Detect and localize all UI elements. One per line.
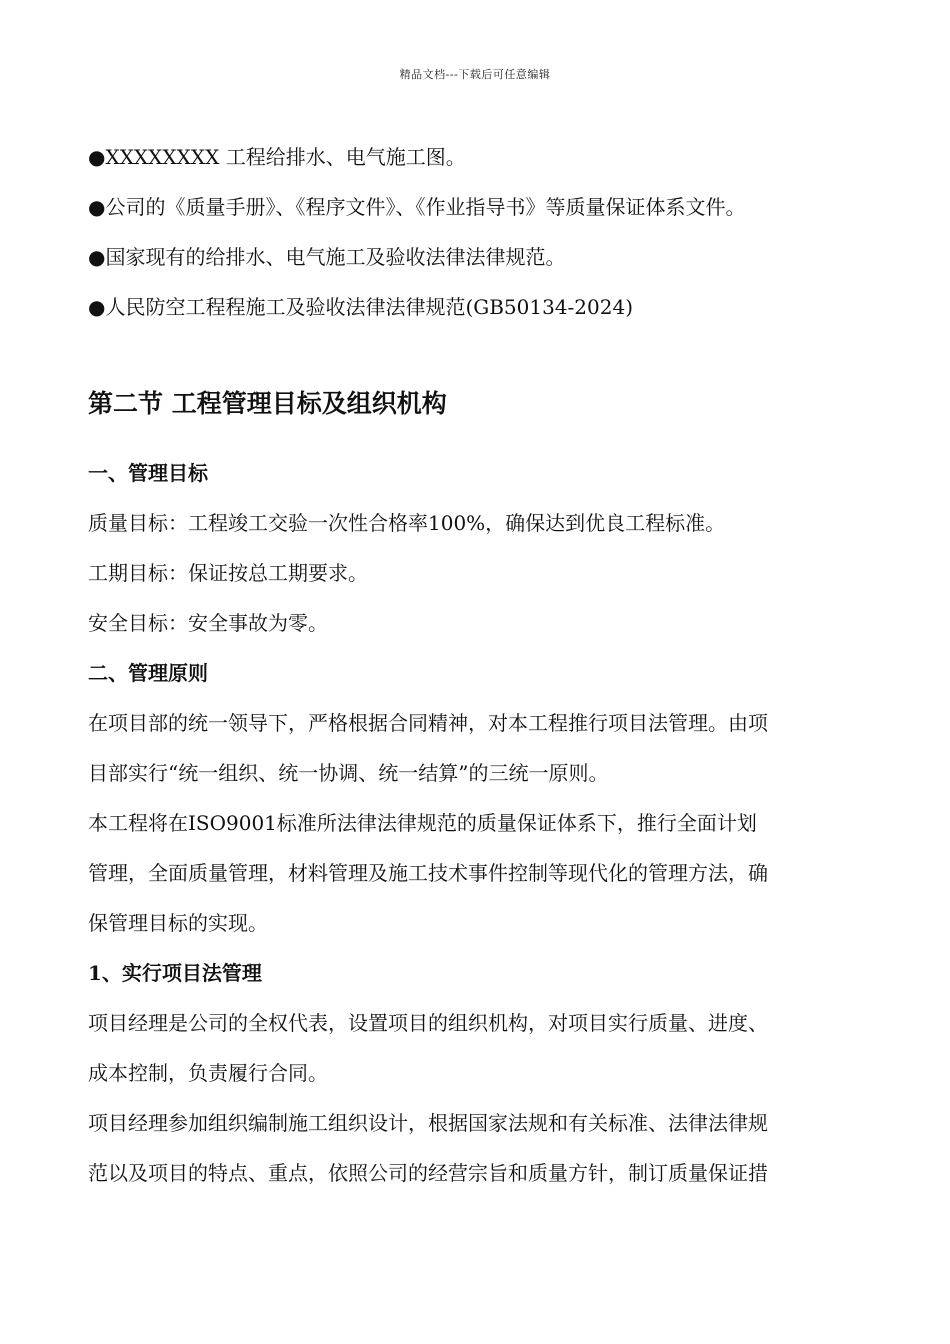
principles-paragraph-1-line-2: 目部实行“统一组织、统一协调、统一结算”的三统一原则。 — [88, 761, 609, 785]
project-law-paragraph-1-line-1: 项目经理是公司的全权代表，设置项目的组织机构，对项目实行质量、进度、 — [88, 1011, 768, 1035]
project-law-paragraph-1-line-2: 成本控制，负责履行合同。 — [88, 1061, 328, 1085]
spacer — [88, 434, 868, 448]
goals-heading: 一、管理目标 — [88, 461, 208, 485]
document-body — [88, 132, 868, 1198]
project-law-paragraph-2-line-1: 项目经理参加组织编制施工组织设计，根据国家法规和有关标准、法律法律规 — [88, 1111, 768, 1135]
principles-heading: 二、管理原则 — [88, 661, 208, 685]
bullet-item-civil-defense-code: ●人民防空工程程施工及验收法律法律规范(GB50134-2024) — [88, 295, 634, 319]
page-header: 精品文档---下载后可任意编辑 — [399, 68, 551, 81]
bullet-item-national-codes: ●国家现有的给排水、电气施工及验收法律法律规范。 — [88, 245, 566, 269]
principles-paragraph-2-line-1: 本工程将在ISO9001标准所法律法律规范的质量保证体系下，推行全面计划 — [88, 811, 757, 835]
bullet-item-drawings: ●XXXXXXXX 工程给排水、电气施工图。 — [88, 145, 466, 169]
principles-paragraph-2-line-2: 管理，全面质量管理，材料管理及施工技术事件控制等现代化的管理方法，确 — [88, 861, 768, 885]
project-law-paragraph-2-line-2: 范以及项目的特点、重点，依照公司的经营宗旨和质量方针，制订质量保证措 — [88, 1161, 768, 1185]
principles-paragraph-1-line-1: 在项目部的统一领导下，严格根据合同精神，对本工程推行项目法管理。由项 — [88, 711, 768, 735]
bullet-item-quality-docs: ●公司的《质量手册》、《程序文件》、《作业指导书》等质量保证体系文件。 — [88, 195, 746, 219]
section-title: 第二节 工程管理目标及组织机构 — [88, 389, 447, 418]
quality-goal: 质量目标：工程竣工交验一次性合格率100%，确保达到优良工程标准。 — [88, 511, 726, 535]
project-law-heading: 1、实行项目法管理 — [88, 961, 262, 985]
safety-goal: 安全目标：安全事故为零。 — [88, 611, 328, 635]
principles-paragraph-2-line-3: 保管理目标的实现。 — [88, 911, 268, 935]
schedule-goal: 工期目标：保证按总工期要求。 — [88, 561, 368, 585]
